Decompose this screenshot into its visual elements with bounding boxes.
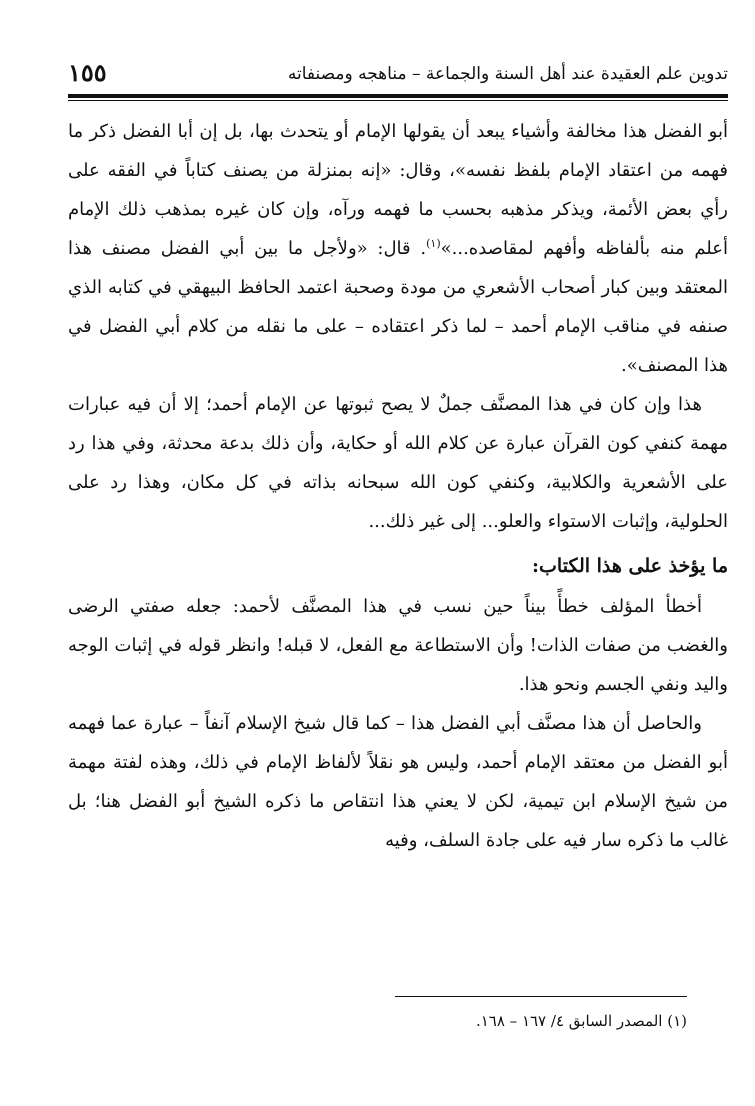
- paragraph-1-text: أبو الفضل هذا مخالفة وأشياء يبعد أن يقولها الإمام أو يتحدث بها، بل إن أبا الفضل ذكر ما فهمه من اعتقاد الإمام بلفظ نفسه»، وقال: «إنه بمنزلة من يصنف كتاباً في الفقه على رأي بعض الأئمة، ويذكر مذهبه بحسب ما فهمه ورآه، وإن كان غيره بمذهب ذلك الإمام أعلم منه بألفاظه وأفهم لمقاصده...»: [68, 121, 728, 259]
- header-rule-thin: [68, 100, 728, 101]
- paragraph-1-tail: . قال: «ولأجل ما بين أبي الفضل مصنف هذا المعتقد وبين كبار أصحاب الأشعري من مودة وصحبة اعتمد الحافظ البيهقي في كتابه الذي صنفه في مناقب الإمام أحمد – لما ذكر اعتقاده – على ما نقله من كلام أبي الفضل في هذا المصنف».: [68, 238, 728, 376]
- running-title: تدوين علم العقيدة عند أهل السنة والجماعة – مناهجه ومصنفاته: [287, 64, 728, 84]
- paragraph-3: أخطأ المؤلف خطأً بيناً حين نسب في هذا المصنَّف لأحمد: جعله صفتي الرضى والغضب من صفات الذات! وأن الاستطاعة مع الفعل، لا قبله! وانظر قوله في إثبات الوجه واليد ونفي الجسم ونحو هذا.: [68, 596, 728, 695]
- paragraph-2: هذا وإن كان في هذا المصنَّف جملٌ لا يصح ثبوتها عن الإمام أحمد؛ إلا أن فيه عبارات مهمة كنفي كون القرآن عبارة عن كلام الله أو حكاية، وأن ذلك بدعة محدثة، وفي هذا رد على الأشعرية والكلابية، وكنفي كون الله سبحانه بذاته في كل مكان، وهذا رد على الحلولية، وإثبات الاستواء والعلو... إلى غير ذلك...: [68, 394, 728, 532]
- paragraph-1: [68, 112, 728, 385]
- footnote-separator: [395, 996, 687, 997]
- paragraph-4: والحاصل أن هذا مصنَّف أبي الفضل هذا – كما قال شيخ الإسلام آنفاً – عبارة عما فهمه أبو الفضل من معتقد الإمام أحمد، وليس هو نقلاً لألفاظ الإمام في ذلك، وهذه لفتة مهمة من شيخ الإسلام ابن تيمية، لكن لا يعني هذا انتقاص ما ذكره الشيخ أبو الفضل هنا؛ بل غالب ما ذكره سار فيه على جادة السلف، وفيه: [68, 713, 728, 851]
- section-heading: ما يؤخذ على هذا الكتاب:: [532, 555, 728, 577]
- footnote-reference: (١): [426, 237, 441, 250]
- main-text: [68, 112, 728, 860]
- page-number: ١٥٥: [68, 58, 107, 87]
- footnote: (١) المصدر السابق ٤/ ١٦٧ – ١٦٨.: [475, 1012, 687, 1030]
- running-header: [68, 56, 728, 90]
- header-rule-thick: [68, 94, 728, 98]
